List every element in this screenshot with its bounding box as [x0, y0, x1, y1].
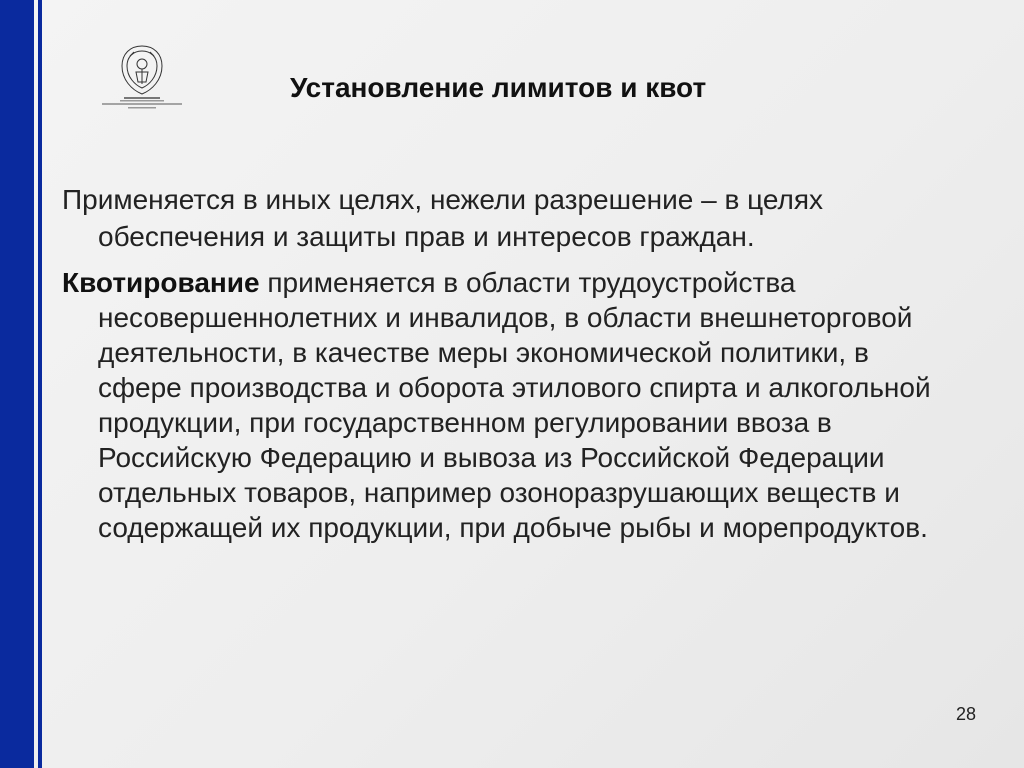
left-accent-bar	[0, 0, 34, 768]
paragraph-quota	[62, 265, 942, 545]
university-crest-icon	[100, 42, 184, 114]
paragraph-text: применяется в области трудоустройства несовершеннолетних и инвалидов, в области внешнеторговой деятельности, в качестве меры экономической политики, в сфере производства и оборота этилового спирта и алкогольной продукции, при государственном регулировании ввоза в Российскую Федерацию и вывоза из Российской Федерации отдельных товаров, например озоноразрушающих веществ и содержащей их продукции, при добыче рыбы и морепродуктов.	[98, 267, 931, 543]
slide-body	[62, 182, 942, 555]
paragraph-purpose	[62, 182, 942, 255]
paragraph-text: Применяется в иных целях, нежели разрешение – в целях обеспечения и защиты прав и интересов граждан.	[62, 184, 823, 252]
slide-title: Установление лимитов и квот	[290, 72, 707, 103]
bold-term: Квотирование	[62, 267, 260, 298]
left-accent-stripe	[38, 0, 42, 768]
page-number: 28	[955, 704, 976, 724]
